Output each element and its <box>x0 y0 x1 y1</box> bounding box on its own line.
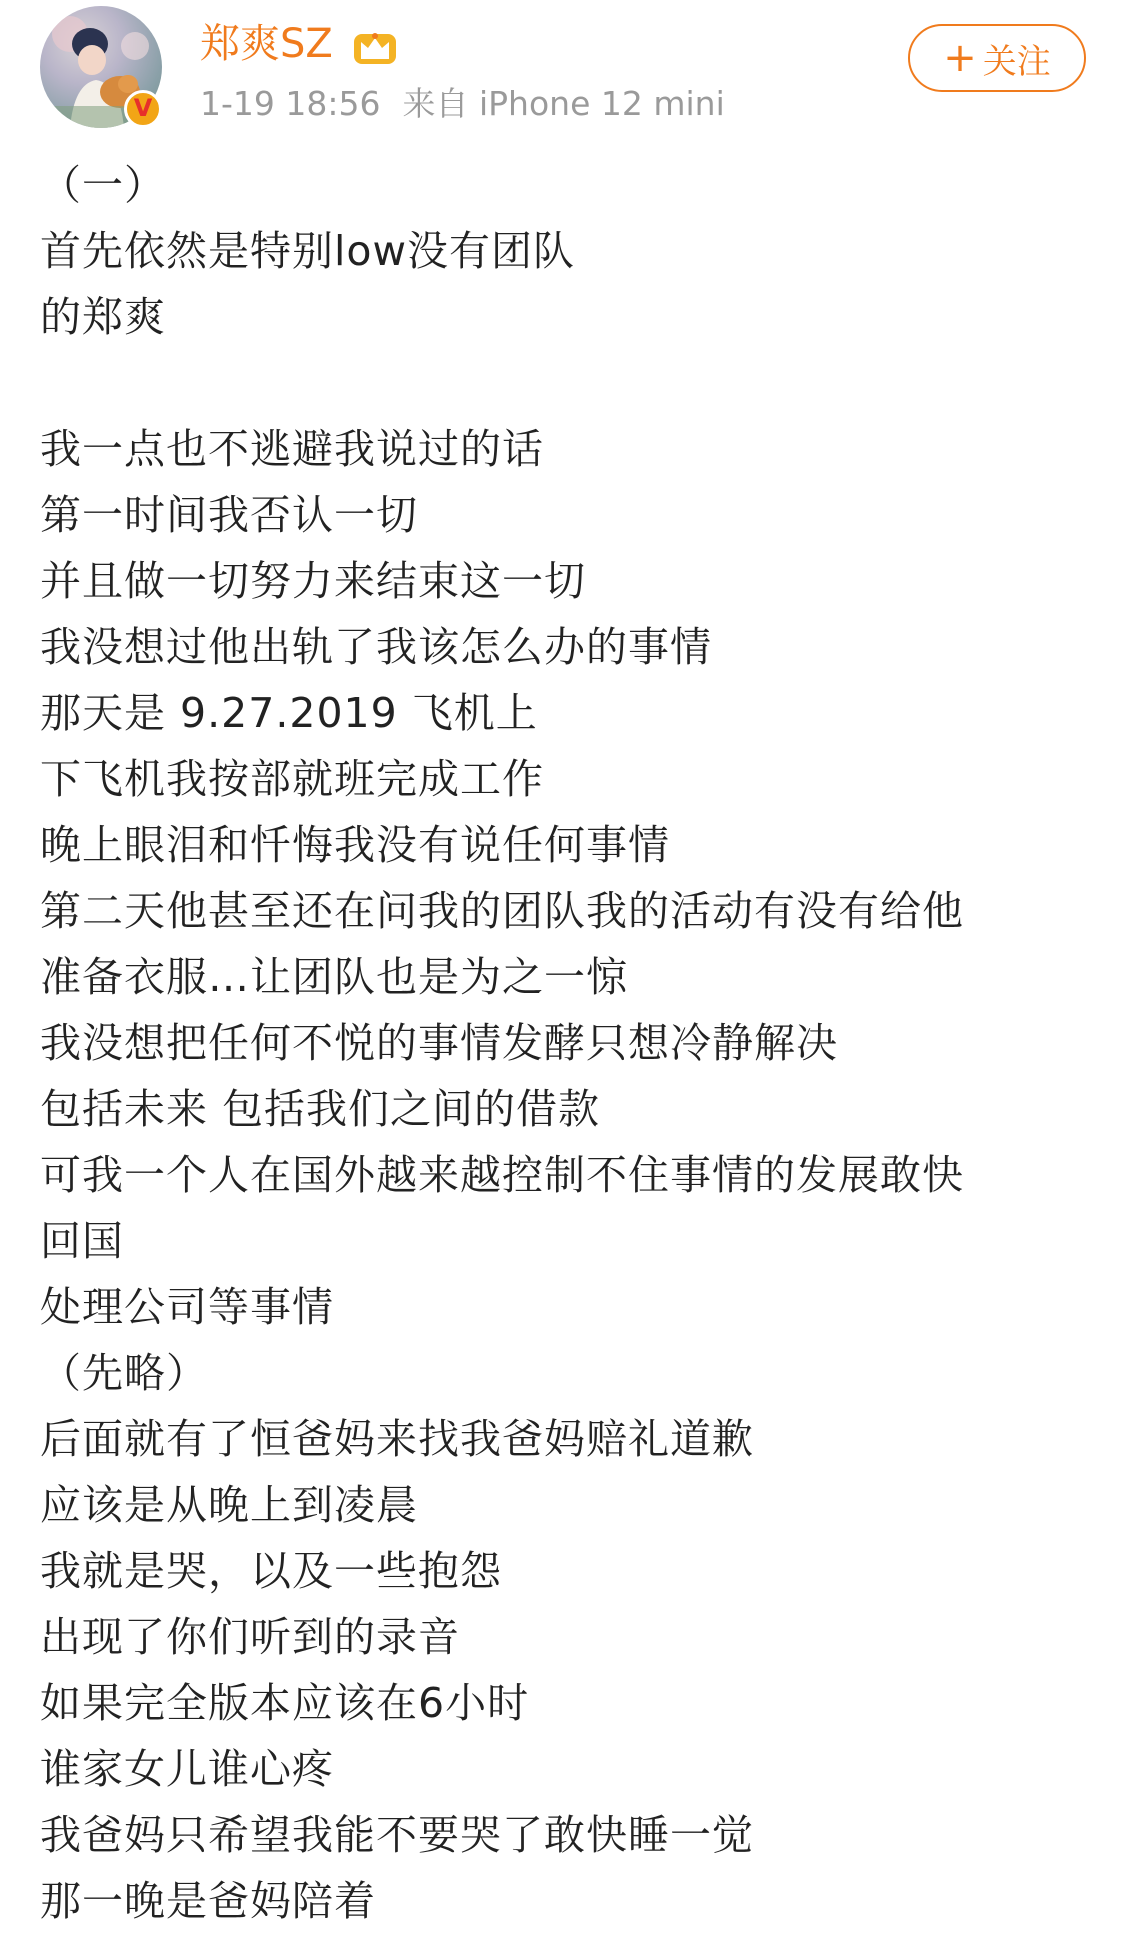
post-line: 我没想把任何不悦的事情发酵只想冷静解决 <box>40 1019 838 1067</box>
username[interactable]: 郑爽SZ <box>200 21 333 67</box>
post-line: 的郑爽 <box>40 293 166 341</box>
post-line: 我一点也不逃避我说过的话 <box>40 425 544 473</box>
post-line: 包括未来 包括我们之间的借款 <box>40 1085 601 1133</box>
post-line: 处理公司等事情 <box>40 1283 334 1331</box>
post-line: 我没想过他出轨了我该怎么办的事情 <box>40 623 712 671</box>
post-line: 下飞机我按部就班完成工作 <box>40 755 544 803</box>
post-line: 我就是哭，以及一些抱怨 <box>40 1547 502 1595</box>
plus-icon: + <box>943 35 977 81</box>
post-body <box>40 152 1100 1934</box>
post-line: 可我一个人在国外越来越控制不住事情的发展敢快 <box>40 1151 964 1199</box>
post-line: 谁家女儿谁心疼 <box>40 1745 334 1793</box>
post-line: 并且做一切努力来结束这一切 <box>40 557 586 605</box>
post-line: 应该是从晚上到凌晨 <box>40 1481 418 1529</box>
post-line-blank <box>40 350 1100 416</box>
post-source: 来自 iPhone 12 mini <box>402 84 725 123</box>
post-header <box>0 0 1125 140</box>
post-line: 首先依然是特别low没有团队 <box>40 227 576 275</box>
post-line: 回国 <box>40 1217 124 1265</box>
post-line: （一） <box>40 161 166 209</box>
post-line: （先略） <box>40 1349 208 1397</box>
post-timestamp: 1-19 18:56 <box>200 84 381 123</box>
post-line: 那天是 9.27.2019 飞机上 <box>40 689 538 737</box>
follow-label: 关注 <box>982 41 1051 82</box>
post-line: 出现了你们听到的录音 <box>40 1613 460 1661</box>
post-line: 准备衣服…让团队也是为之一惊 <box>40 953 628 1001</box>
verified-badge <box>124 90 162 128</box>
post-line: 如果完全版本应该在6小时 <box>40 1679 530 1727</box>
verified-badge-label: V <box>133 94 153 122</box>
post-line: 那一晚是爸妈陪着 <box>40 1877 376 1925</box>
post-line: 我爸妈只希望我能不要哭了敢快睡一觉 <box>40 1811 754 1859</box>
post-line: 第二天他甚至还在问我的团队我的活动有没有给他 <box>40 887 964 935</box>
crown-icon <box>352 26 398 66</box>
follow-button[interactable] <box>908 24 1086 92</box>
post-line: 晚上眼泪和忏悔我没有说任何事情 <box>40 821 670 869</box>
post-line: 后面就有了恒爸妈来找我爸妈赔礼道歉 <box>40 1415 754 1463</box>
post-meta <box>200 82 725 126</box>
post-line: 第一时间我否认一切 <box>40 491 418 539</box>
